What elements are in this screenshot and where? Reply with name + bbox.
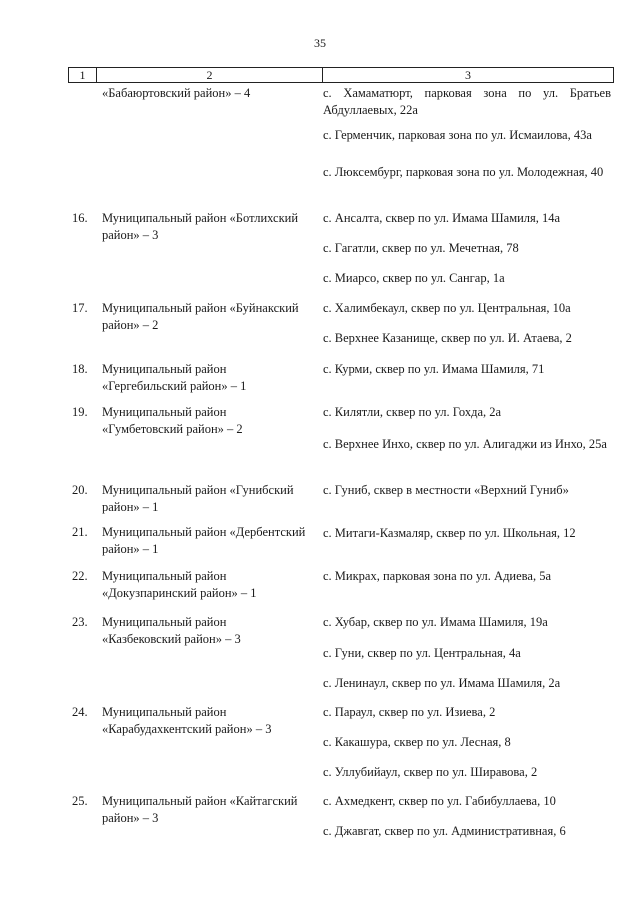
- location-entry: с. Курми, сквер по ул. Имама Шамиля, 71: [323, 362, 545, 376]
- column-header-1: 1: [69, 68, 97, 82]
- location-entry: с. Уллубийаул, сквер по ул. Ширавова, 2: [323, 765, 538, 779]
- district-name: «Бабаюртовский район» – 4: [102, 86, 251, 100]
- location-entry: с. Гуни, сквер по ул. Центральная, 4а: [323, 646, 521, 660]
- district-name: Муниципальный район «Гергебильский район» – 1: [102, 362, 247, 393]
- column-header-row: [68, 67, 614, 83]
- location-entry: с. Ахмедкент, сквер по ул. Габибуллаева, 10: [323, 794, 556, 808]
- location-entry: с. Люксембург, парковая зона по ул. Молодежная, 40: [323, 165, 604, 179]
- location-entry: с. Какашура, сквер по ул. Лесная, 8: [323, 735, 511, 749]
- location-entry: с. Хубар, сквер по ул. Имама Шамиля, 19а: [323, 615, 548, 629]
- row-number: 25.: [72, 794, 88, 808]
- location-entry: с. Джавгат, сквер по ул. Административная, 6: [323, 824, 566, 838]
- location-entry: с. Верхнее Казанище, сквер по ул. И. Атаева, 2: [323, 331, 572, 345]
- location-entry: с. Ленинаул, сквер по ул. Имама Шамиля, 2а: [323, 676, 561, 690]
- location-entry: с. Верхнее Инхо, сквер по ул. Алигаджи из Инхо, 25а: [323, 437, 607, 451]
- location-entry: с. Ансалта, сквер по ул. Имама Шамиля, 14а: [323, 211, 561, 225]
- page-number: 35: [314, 36, 326, 50]
- row-number: 18.: [72, 362, 88, 376]
- location-entry: с. Герменчик, парковая зона по ул. Исмаилова, 43а: [323, 128, 592, 142]
- location-entry: с. Митаги-Казмаляр, сквер по ул. Школьная, 12: [323, 526, 576, 540]
- district-name: Муниципальный район «Казбековский район» – 3: [102, 615, 241, 646]
- district-name: Муниципальный район «Гунибский район» – 1: [102, 483, 294, 514]
- row-number: 17.: [72, 301, 88, 315]
- row-number: 20.: [72, 483, 88, 497]
- row-number: 21.: [72, 525, 88, 539]
- district-name: Муниципальный район «Кайтагский район» – 3: [102, 794, 298, 825]
- location-entry: с. Хамаматюрт, парковая зона по ул. Братьев Абдуллаевых, 22а: [323, 86, 611, 117]
- location-entry: с. Параул, сквер по ул. Изиева, 2: [323, 705, 496, 719]
- district-name: Муниципальный район «Дербентский район» – 1: [102, 525, 306, 556]
- district-name: Муниципальный район «Карабудахкентский район» – 3: [102, 705, 272, 736]
- location-entry: с. Халимбекаул, сквер по ул. Центральная, 10а: [323, 301, 571, 315]
- district-name: Муниципальный район «Буйнакский район» – 2: [102, 301, 299, 332]
- district-name: Муниципальный район «Докузпаринский район» – 1: [102, 569, 257, 600]
- column-header-2: 2: [97, 68, 323, 82]
- column-header-3: 3: [465, 68, 471, 82]
- location-entry: с. Микрах, парковая зона по ул. Адиева, 5а: [323, 569, 551, 583]
- row-number: 22.: [72, 569, 88, 583]
- row-number: 19.: [72, 405, 88, 419]
- location-entry: с. Миарсо, сквер по ул. Сангар, 1а: [323, 271, 505, 285]
- location-entry: с. Гуниб, сквер в местности «Верхний Гуниб»: [323, 483, 569, 497]
- district-name: Муниципальный район «Гумбетовский район» – 2: [102, 405, 243, 436]
- district-name: Муниципальный район «Ботлихский район» – 3: [102, 211, 299, 242]
- row-number: 16.: [72, 211, 88, 225]
- location-entry: с. Гагатли, сквер по ул. Мечетная, 78: [323, 241, 519, 255]
- row-number: 23.: [72, 615, 88, 629]
- row-number: 24.: [72, 705, 88, 719]
- location-entry: с. Килятли, сквер по ул. Гохда, 2а: [323, 405, 502, 419]
